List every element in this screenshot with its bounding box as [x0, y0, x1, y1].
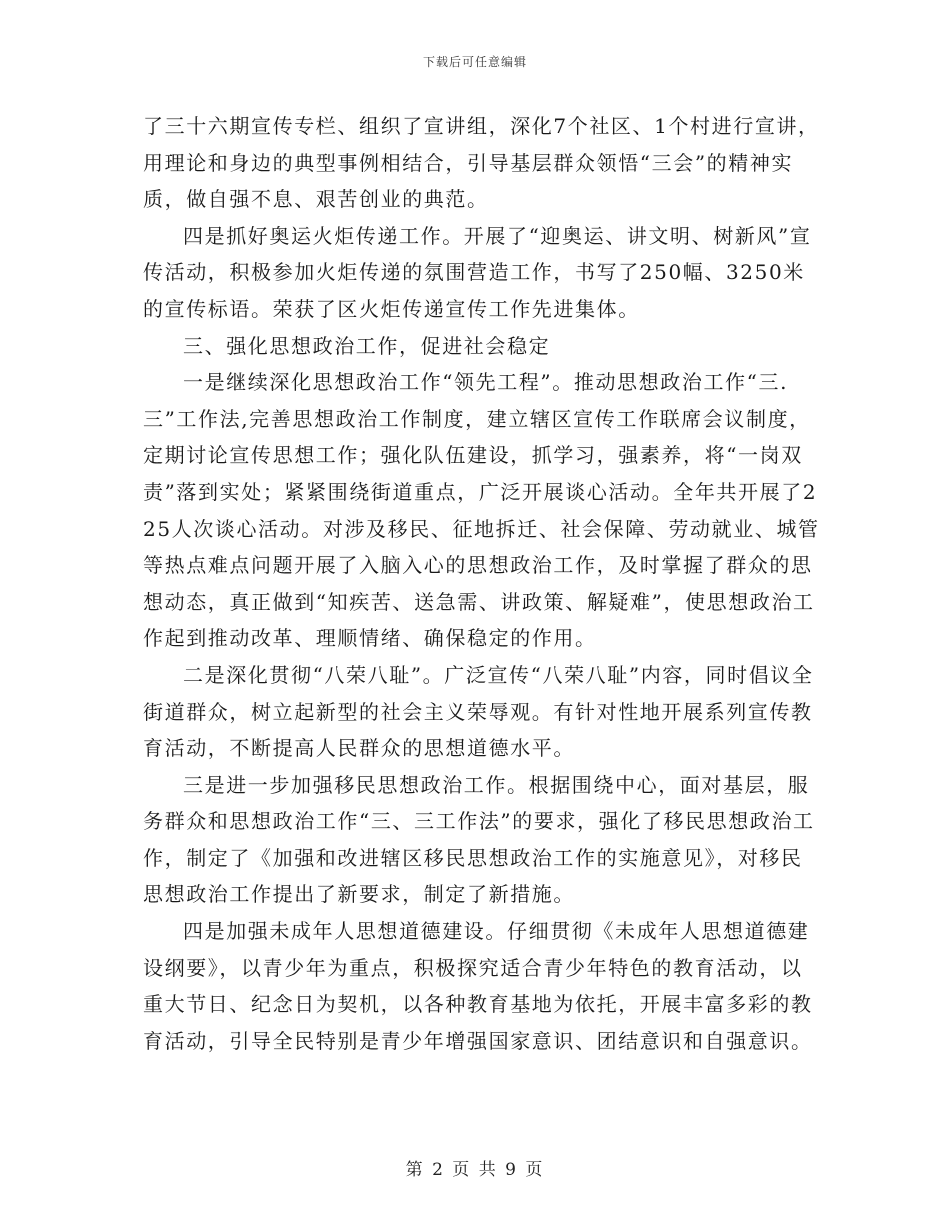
- page-number: 第 2 页 共 9 页: [405, 1160, 545, 1180]
- paragraph: 二是深化贯彻“八荣八耻”。广泛宣传“八荣八耻”内容，同时倡议全街道群众，树立起新型的社会主义荣辱观。有针对性地开展系列宣传教育活动，不断提高人民群众的思想道德水平。: [143, 662, 814, 761]
- paragraph: 了三十六期宣传专栏、组织了宣讲组，深化7个社区、1个村进行宣讲，用理论和身边的典型事例相结合，引导基层群众领悟“三会”的精神实质，做自强不息、艰苦创业的典范。: [143, 114, 820, 212]
- paragraph: 一是继续深化思想政治工作“领先工程”。推动思想政治工作“三.三”工作法,完善思想政治工作制度，建立辖区宣传工作联席会议制度，定期讨论宣传思想工作；强化队伍建设，抓学习，强素养，将“一岗双责”落到实处；紧紧围绕街道重点，广泛开展谈心活动。全年共开展了225人次谈心活动。对涉及移民、征地拆迁、社会保障、劳动就业、城管等热点难点问题开展了入脑入心的思想政治工作，及时掌握了群众的思想动态，真正做到“知疾苦、送急需、讲政策、解疑难”，使思想政治工作起到推动改革、理顺情绪、确保稳定的作用。: [143, 370, 820, 651]
- paragraph: 三是进一步加强移民思想政治工作。根据围绕中心，面对基层，服务群众和思想政治工作“三、三工作法”的要求，强化了移民思想政治工作，制定了《加强和改进辖区移民思想政治工作的实施意见》，对移民思想政治工作提出了新要求，制定了新措施。: [143, 772, 815, 907]
- section-heading: 三、强化思想政治工作，促进社会稳定: [183, 333, 551, 358]
- paragraph: 四是加强未成年人思想道德建设。仔细贯彻《未成年人思想道德建设纲要》，以青少年为重点，积极探究适合青少年特色的教育活动，以重大节日、纪念日为契机，以各种教育基地为依托，开展丰富多彩的教育活动，引导全民特别是青少年增强国家意识、团结意识和自强意识。: [143, 919, 813, 1053]
- document-body: [143, 108, 823, 1059]
- paragraph: 四是抓好奥运火炬传递工作。开展了“迎奥运、讲文明、树新风”宣传活动，积极参加火炬传递的氛围营造工作，书写了250幅、3250米的宣传标语。荣获了区火炬传递宣传工作先进集体。: [143, 223, 812, 321]
- page-header-note: 下载后可任意编辑: [422, 55, 527, 69]
